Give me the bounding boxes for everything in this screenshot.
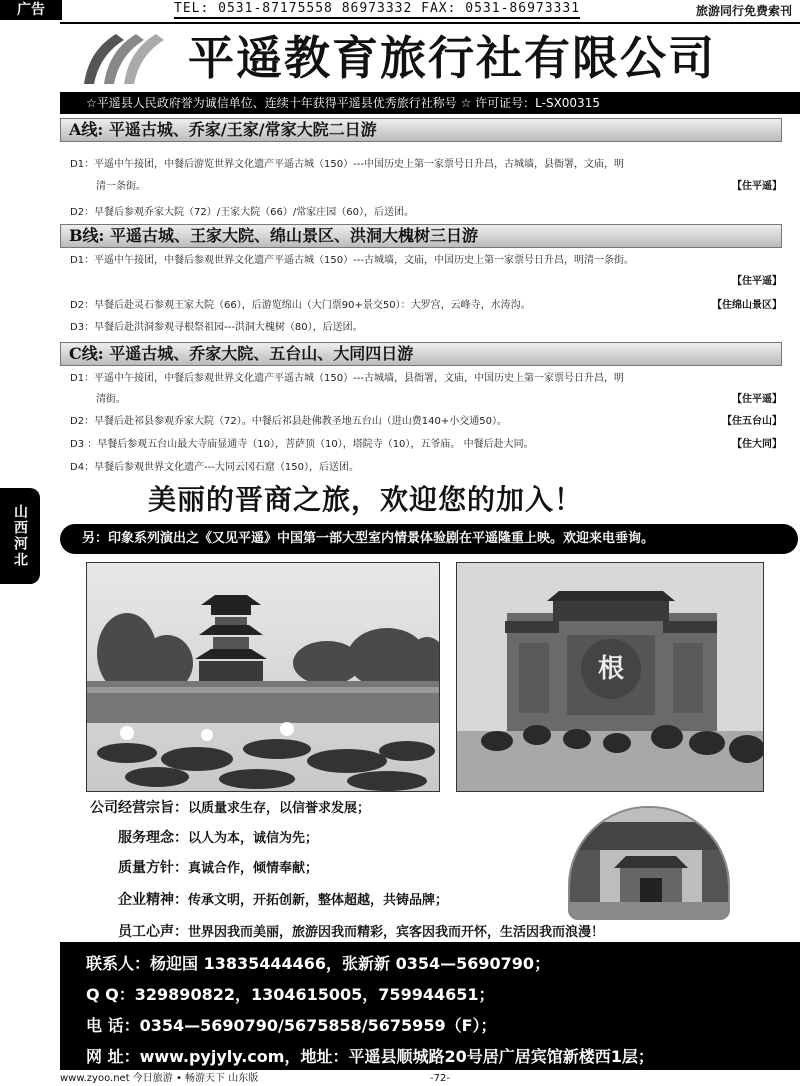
ad-label: 广告 xyxy=(0,0,62,20)
route-c-stay: 【住平遥】 xyxy=(732,394,782,405)
route-b-title: B线: 平遥古城、王家大院、绵山景区、洪洞大槐树三日游 xyxy=(60,224,782,248)
contact-web: 网 址：www.pyjyly.com，地址：平遥县顺城路20号居广居宾馆新楼西1层； xyxy=(86,1047,654,1066)
index-label: 旅游同行免费索刊 xyxy=(695,3,792,18)
gate-sign: 根 xyxy=(597,654,624,684)
footer-site: www.zyoo.net 今日旅游 • 畅游天下 山东版 xyxy=(60,1073,259,1084)
motto-row xyxy=(118,892,448,909)
route-b-stay: 【住平遥】 xyxy=(732,276,782,287)
route-c-day: D4：早餐后参观世界文化遗产---大同云冈石窟（150），后送团。 xyxy=(70,462,359,473)
route-c-stay: 【住五台山】 xyxy=(722,416,782,427)
motto-row xyxy=(90,800,370,817)
route-b-stay: 【住绵山景区】 xyxy=(712,300,782,311)
route-a-day: 清一条街。 xyxy=(96,181,146,192)
motto-row xyxy=(118,860,318,877)
contact-phone: 电 话：0354—5690790/5675858/5675959（F）； xyxy=(86,1016,497,1035)
motto-row xyxy=(118,924,604,941)
performance-note: 另：印象系列演出之《又见平遥》中国第一部大型室内情景体验剧在平遥隆重上映。欢迎来电垂询。 xyxy=(60,524,798,554)
motto-key: 员工心声： xyxy=(118,924,188,940)
contact-box xyxy=(60,942,800,1070)
region-side-tab: 山西河北 xyxy=(0,488,40,584)
route-a-day: D2：早餐后参观乔家大院（72）/王家大院（66）/常家庄园（60），后送团。 xyxy=(70,207,414,218)
contact-people: 联系人：杨迎国 13835444466，张新新 0354—5690790； xyxy=(86,954,551,973)
footer xyxy=(60,1071,800,1086)
contact-qq: Q Q：329890822，1304615005，759944651； xyxy=(86,985,495,1004)
route-a-stay: 【住平遥】 xyxy=(732,181,782,192)
route-c-day: D2：早餐后赴祁县参观乔家大院（72）。中餐后祁县赴佛教圣地五台山（进山费140+小交通50）。 xyxy=(70,416,507,427)
route-a-day: D1：平遥中午接团，中餐后游览世界文化遗产平遥古城（150）---中国历史上第一家票号日升昌，古城墙，县衙署，文庙，明 xyxy=(70,159,624,170)
route-a-title: A线: 平遥古城、乔家/王家/常家大院二日游 xyxy=(60,118,782,142)
pagoda-photo xyxy=(86,562,440,792)
company-header xyxy=(60,22,800,92)
motto-value: 真诚合作，倾情奉献； xyxy=(188,861,319,876)
route-c-day: D1：平遥中午接团，中餐后参观世界文化遗产平遥古城（150）---古城墙，县衙署，文庙，中国历史上第一家票号日升昌，明 xyxy=(70,373,624,384)
gate-photo xyxy=(456,562,764,792)
motto-key: 质量方针： xyxy=(118,860,188,876)
route-b-day: D1：平遥中午接团，中餐后参观世界文化遗产平遥古城（150）---古城墙，文庙，中国历史上第一家票号日升昌，明清一条街。 xyxy=(70,255,634,266)
page-number: -72- xyxy=(430,1073,450,1084)
motto-value: 以质量求生存，以信誉求发展； xyxy=(188,801,371,816)
company-logo xyxy=(78,30,178,90)
motto-value: 世界因我而美丽，旅游因我而精彩，宾客因我而开怀，生活因我而浪漫！ xyxy=(188,925,605,940)
motto-row xyxy=(118,830,318,847)
route-c-stay: 【住大同】 xyxy=(732,439,782,450)
route-c-title: C线: 平遥古城、乔家大院、五台山、大同四日游 xyxy=(60,342,782,366)
route-c-day: 清街。 xyxy=(96,394,126,405)
slogan: 美丽的晋商之旅，欢迎您的加入！ xyxy=(148,483,584,516)
company-name: 平遥教育旅行社有限公司 xyxy=(188,31,716,85)
motto-value: 以人为本，诚信为先； xyxy=(188,831,319,846)
courtyard-photo xyxy=(568,806,730,920)
motto-key: 企业精神： xyxy=(118,892,188,908)
motto-value: 传承文明，开拓创新，整体超越，共铸品牌； xyxy=(188,893,449,908)
motto-key: 服务理念： xyxy=(118,830,188,846)
route-b-day: D3：早餐后赴洪洞参观寻根祭祖园---洪洞大槐树（80），后送团。 xyxy=(70,322,363,333)
honor-bar: ☆平遥县人民政府誉为诚信单位、连续十年获得平遥县优秀旅行社称号 ☆ 许可证号：L-SX00315 xyxy=(60,92,800,114)
header-contact-strip: TEL: 0531-87175558 86973332 FAX: 0531-86973331 xyxy=(174,1,580,19)
route-c-day: D3 ：早餐后参观五台山最大寺庙显通寺（10），菩萨顶（10），塔院寺（10），五爷庙。 中餐后赴大同。 xyxy=(70,439,534,450)
motto-key: 公司经营宗旨： xyxy=(90,800,188,816)
route-b-day: D2：早餐后赴灵石参观王家大院（66），后游览绵山（大门票90+景交50）：大罗宫，云峰寺，水涛沟。 xyxy=(70,300,531,311)
top-bar xyxy=(0,0,800,20)
